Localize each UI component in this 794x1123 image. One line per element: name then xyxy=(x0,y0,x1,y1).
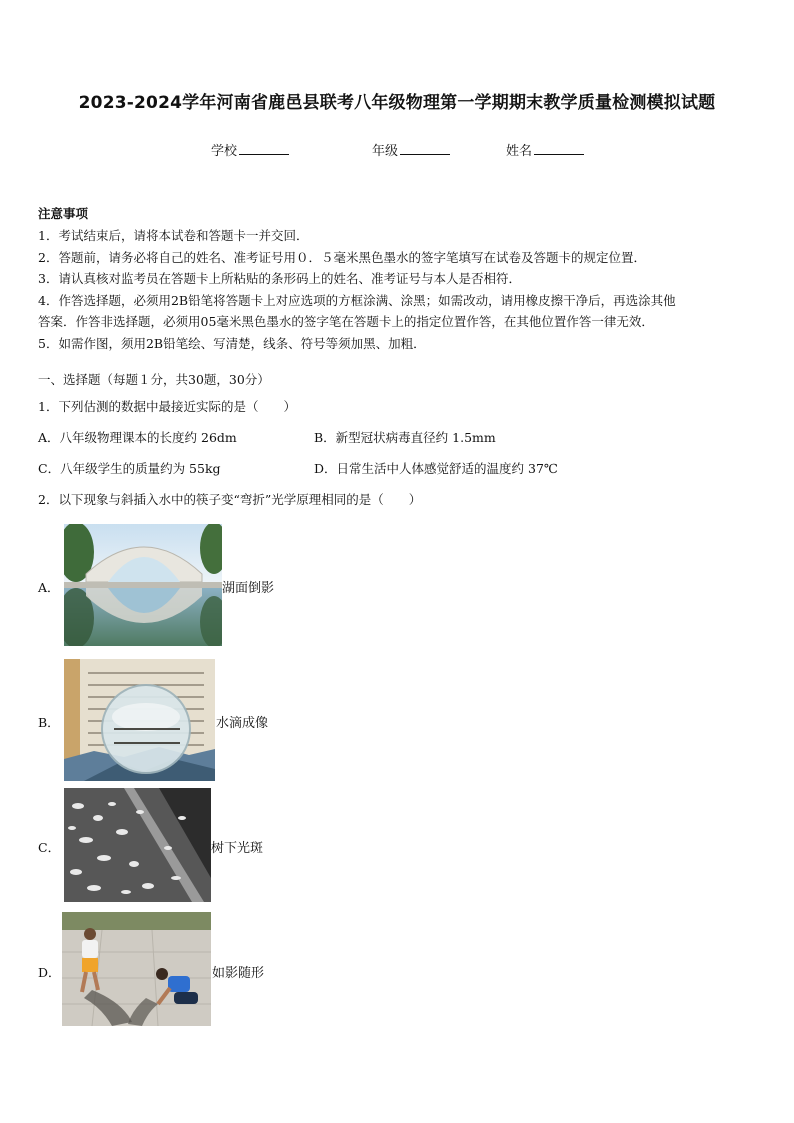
name-blank[interactable] xyxy=(534,142,584,155)
name-label: 姓名 xyxy=(506,144,533,159)
section-heading: 一、选择题（每题１分，共30题，30分） xyxy=(38,372,270,387)
water-drop-magnifier-photo-icon xyxy=(64,659,215,781)
q2-option-c-label: 树下光斑 xyxy=(211,841,264,856)
notice-item: 答案．作答非选择题，必须用05毫米黑色墨水的签字笔在答题卡上的指定位置作答，在其他位置作答一律无效． xyxy=(38,314,654,329)
page-title: 2023-2024学年河南省鹿邑县联考八年级物理第一学期期末教学质量检测模拟试题 xyxy=(78,93,716,113)
grade-blank[interactable] xyxy=(400,142,450,155)
notice-item: 3．请认真核对监考员在答题卡上所粘贴的条形码上的姓名、准考证号与本人是否相符． xyxy=(38,271,521,286)
notice-item: 2．答题前，请务必将自己的姓名、准考证号用０．５毫米黑色墨水的签字笔填写在试卷及答题卡的规定位置． xyxy=(38,250,646,265)
school-label: 学校 xyxy=(211,144,238,159)
notice-heading: 注意事项 xyxy=(38,206,89,221)
q2-option-d-label: 如影随形 xyxy=(212,966,265,981)
bridge-reflection-photo-icon xyxy=(64,524,222,646)
q2-option-a-letter[interactable]: A． xyxy=(38,580,60,595)
grade-label: 年级 xyxy=(372,144,399,159)
notice-item: 4．作答选择题，必须用2B铅笔将答题卡上对应选项的方框涂满、涂黑；如需改动，请用橡皮擦干净后，再选涂其他 xyxy=(38,293,676,308)
name-field xyxy=(506,140,584,159)
q2-option-b-letter[interactable]: B． xyxy=(38,715,60,730)
q1-option-a[interactable]: A．八年级物理课本的长度约 26dm xyxy=(38,430,237,445)
q2-option-b-label: 水滴成像 xyxy=(216,716,269,731)
children-shadow-photo-icon xyxy=(62,912,211,1026)
q2-option-c-letter[interactable]: C． xyxy=(38,840,61,855)
question-1-stem: 1．下列估测的数据中最接近实际的是（ ） xyxy=(38,399,296,414)
notice-item: 5．如需作图，须用2B铅笔绘、写清楚，线条、符号等须加黑、加粗． xyxy=(38,336,426,351)
notice-item: 1．考试结束后，请将本试卷和答题卡一并交回． xyxy=(38,228,309,243)
q1-option-b[interactable]: B．新型冠状病毒直径约 1.5mm xyxy=(314,430,496,445)
q2-option-a-label: 湖面倒影 xyxy=(222,581,275,596)
school-field xyxy=(211,140,289,159)
question-2-stem: 2．以下现象与斜插入水中的筷子变“弯折”光学原理相同的是（ ） xyxy=(38,492,422,507)
q1-option-c[interactable]: C．八年级学生的质量约为 55kg xyxy=(38,461,221,476)
q1-option-d[interactable]: D．日常生活中人体感觉舒适的温度约 37℃ xyxy=(314,461,558,476)
light-spots-photo-icon xyxy=(64,788,211,902)
grade-field xyxy=(372,140,450,159)
school-blank[interactable] xyxy=(239,142,289,155)
q2-option-d-letter[interactable]: D． xyxy=(38,965,61,980)
